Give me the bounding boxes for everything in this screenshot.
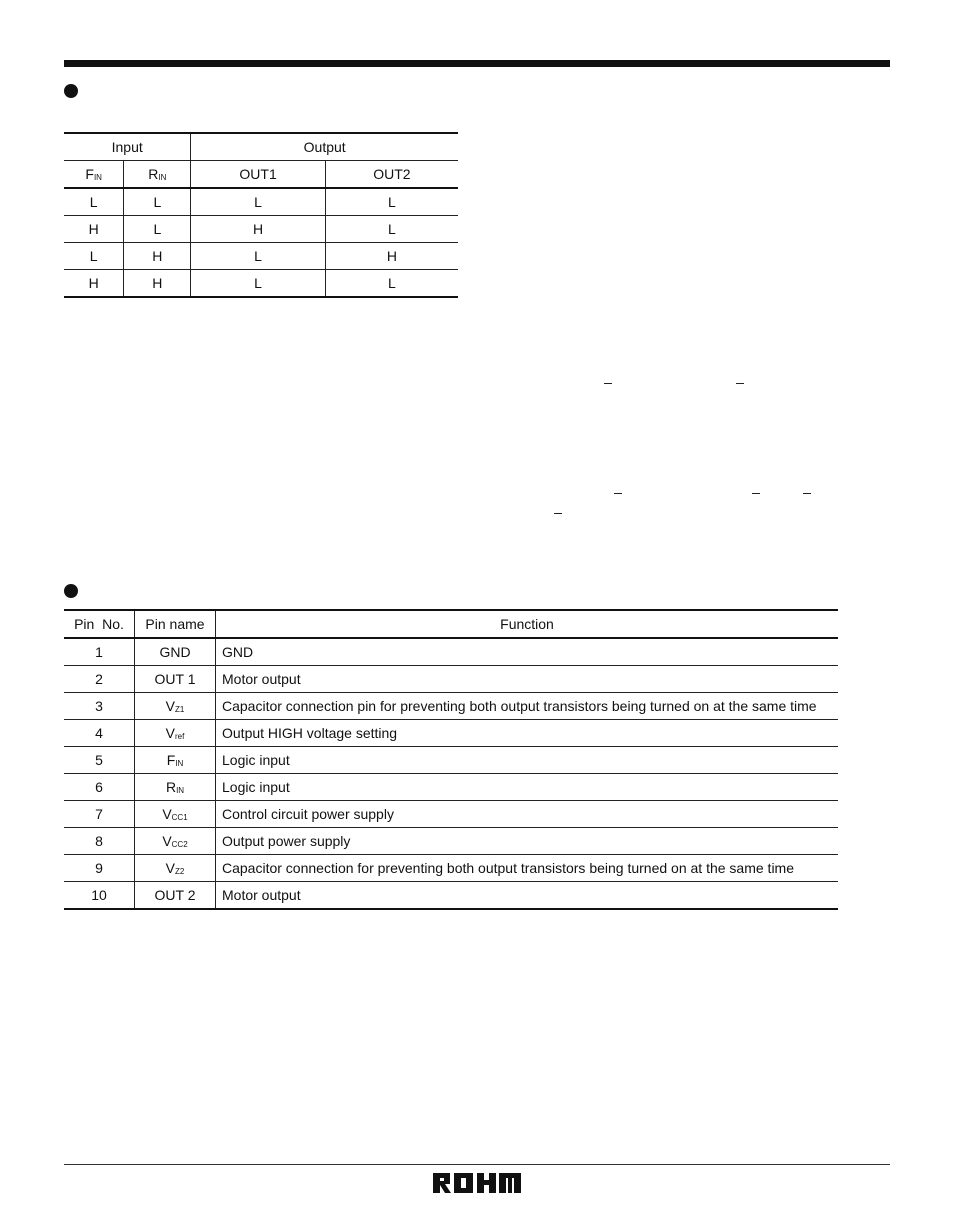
table-cell: L: [325, 270, 458, 298]
overbar-mark: [803, 493, 811, 494]
pin-no: 9: [64, 855, 135, 882]
pin-function: Logic input: [216, 774, 839, 801]
footer-rule: [64, 1164, 890, 1165]
pin-name: FIN: [135, 747, 216, 774]
table-row: [64, 882, 838, 910]
pin-no: 3: [64, 693, 135, 720]
table-row: [64, 720, 838, 747]
table-cell: L: [124, 188, 191, 216]
pin-no: 2: [64, 666, 135, 693]
col-header-rin: RIN: [124, 161, 191, 189]
table-row: [64, 693, 838, 720]
table-row: [64, 801, 838, 828]
rohm-logo: [432, 1172, 522, 1194]
pin-no: 7: [64, 801, 135, 828]
pin-name: VCC1: [135, 801, 216, 828]
table-cell: L: [64, 188, 124, 216]
table-cell: L: [325, 188, 458, 216]
table-row: [64, 188, 458, 216]
overbar-mark: [614, 493, 622, 494]
table-row: [64, 747, 838, 774]
table-row: [64, 216, 458, 243]
pin-name: RIN: [135, 774, 216, 801]
truth-table-column-header: [64, 161, 458, 189]
table-cell: L: [325, 216, 458, 243]
pin-function: Logic input: [216, 747, 839, 774]
pin-no: 6: [64, 774, 135, 801]
table-row: [64, 828, 838, 855]
table-row: [64, 270, 458, 298]
table-row: [64, 855, 838, 882]
pin-description-table: [64, 609, 838, 910]
overbar-mark: [736, 383, 744, 384]
pin-function: GND: [216, 638, 839, 666]
overbar-mark: [752, 493, 760, 494]
pin-no: 10: [64, 882, 135, 910]
pin-name: OUT 2: [135, 882, 216, 910]
col-header-fin: FIN: [64, 161, 124, 189]
pin-no: 5: [64, 747, 135, 774]
overbar-mark: [554, 513, 562, 514]
pin-name: VZ1: [135, 693, 216, 720]
table-row: [64, 638, 838, 666]
pin-function: Control circuit power supply: [216, 801, 839, 828]
table-cell: H: [191, 216, 325, 243]
table-cell: H: [64, 216, 124, 243]
pin-function: Capacitor connection for preventing both output transistors being turned on at the same time: [216, 855, 839, 882]
table-cell: L: [191, 188, 325, 216]
pin-no: 4: [64, 720, 135, 747]
pin-function: Capacitor connection pin for preventing both output transistors being turned on at the same time: [216, 693, 839, 720]
table-row: [64, 666, 838, 693]
section-bullet-icon: [64, 584, 78, 598]
output-group-header: Output: [191, 133, 458, 161]
pin-name: Vref: [135, 720, 216, 747]
section-bullet-icon: [64, 84, 78, 98]
pin-function: Motor output: [216, 882, 839, 910]
table-cell: H: [64, 270, 124, 298]
pin-function: Output power supply: [216, 828, 839, 855]
function-header: Function: [216, 610, 839, 638]
truth-table: [64, 132, 458, 298]
pin-name: VCC2: [135, 828, 216, 855]
truth-table-group-header: [64, 133, 458, 161]
table-cell: H: [124, 243, 191, 270]
table-cell: L: [64, 243, 124, 270]
table-cell: L: [124, 216, 191, 243]
pin-function: Motor output: [216, 666, 839, 693]
pin-name: GND: [135, 638, 216, 666]
table-row: [64, 243, 458, 270]
overbar-mark: [604, 383, 612, 384]
table-cell: H: [325, 243, 458, 270]
top-rule: [64, 60, 890, 67]
input-group-header: Input: [64, 133, 191, 161]
table-cell: H: [124, 270, 191, 298]
pin-table-header: [64, 610, 838, 638]
pin-no-header: Pin No.: [64, 610, 135, 638]
pin-no: 8: [64, 828, 135, 855]
table-cell: L: [191, 243, 325, 270]
pin-no: 1: [64, 638, 135, 666]
pin-function: Output HIGH voltage setting: [216, 720, 839, 747]
pin-name: VZ2: [135, 855, 216, 882]
pin-name: OUT 1: [135, 666, 216, 693]
pin-name-header: Pin name: [135, 610, 216, 638]
col-header-out1: OUT1: [191, 161, 325, 189]
table-row: [64, 774, 838, 801]
col-header-out2: OUT2: [325, 161, 458, 189]
table-cell: L: [191, 270, 325, 298]
